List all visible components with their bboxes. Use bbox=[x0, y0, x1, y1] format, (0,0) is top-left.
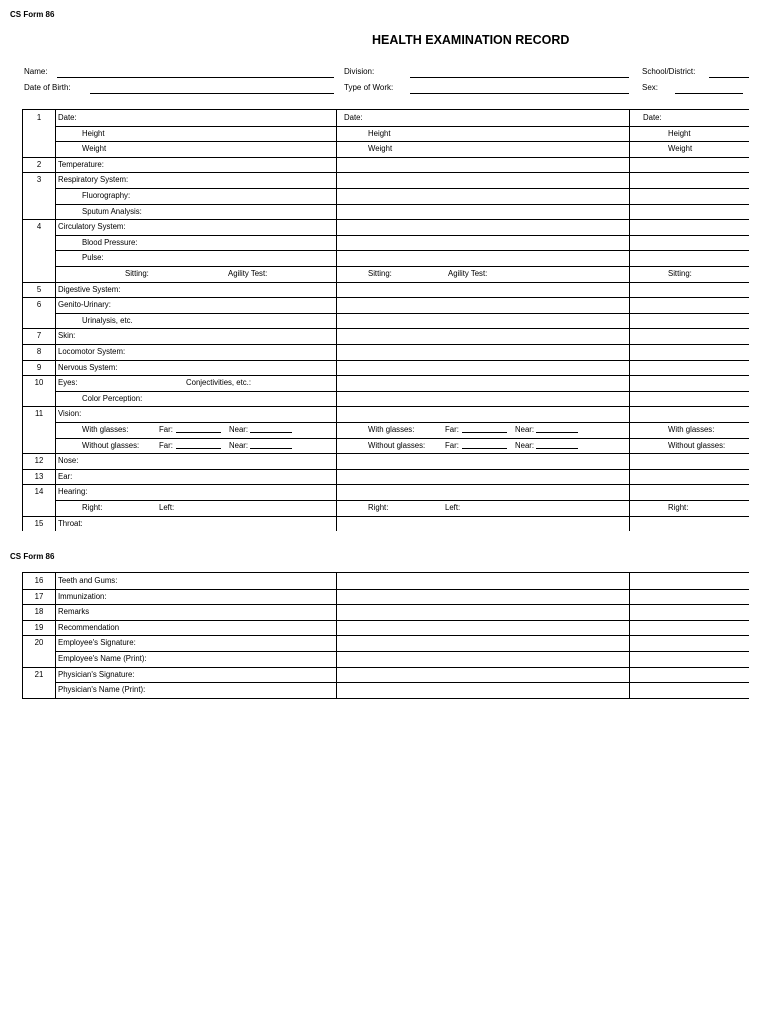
item-label: Locomotor System: bbox=[58, 347, 126, 356]
with-glasses-label: With glasses: bbox=[668, 425, 715, 434]
near-label: Near: bbox=[229, 440, 249, 450]
near-label: Near: bbox=[229, 425, 249, 434]
row-divider bbox=[55, 651, 749, 652]
item-number: 2 bbox=[36, 159, 42, 169]
row-divider bbox=[55, 500, 749, 501]
hearing-right-label: Right: bbox=[82, 503, 103, 512]
far-label: Far: bbox=[159, 440, 173, 450]
item-label: Eyes: bbox=[58, 378, 78, 388]
with-glasses-label: With glasses: bbox=[368, 425, 415, 434]
school-label: School/District: bbox=[642, 67, 696, 76]
row-divider bbox=[23, 157, 749, 158]
row-divider bbox=[23, 604, 749, 605]
item-label: Date: bbox=[58, 113, 77, 122]
without-glasses-label: Without glasses: bbox=[668, 440, 726, 450]
item-label: Genito-Urinary: bbox=[58, 300, 111, 310]
exam-table-1 bbox=[22, 109, 749, 531]
row-divider bbox=[23, 635, 749, 636]
item-number: 7 bbox=[36, 331, 42, 341]
row-divider bbox=[23, 620, 749, 621]
row-divider bbox=[55, 422, 749, 423]
item-label: Vision: bbox=[58, 409, 82, 419]
item-number: 4 bbox=[36, 222, 42, 232]
row-divider bbox=[55, 250, 749, 251]
item-number: 19 bbox=[34, 622, 44, 632]
item-label: Fluorography: bbox=[82, 191, 131, 200]
near-label: Near: bbox=[515, 440, 535, 450]
item-label: Digestive System: bbox=[58, 284, 121, 294]
item-label: Temperature: bbox=[58, 159, 104, 169]
sex-field[interactable] bbox=[675, 93, 743, 94]
dob-field[interactable] bbox=[90, 93, 334, 94]
item-number: 1 bbox=[36, 113, 42, 122]
row-divider bbox=[55, 141, 749, 142]
item-label: Nervous System: bbox=[58, 362, 118, 372]
row-divider bbox=[23, 589, 749, 590]
row-divider bbox=[55, 126, 749, 127]
type-of-work-field[interactable] bbox=[410, 93, 629, 94]
near-label: Near: bbox=[515, 425, 535, 434]
item-label: Hearing: bbox=[58, 487, 88, 497]
row-divider bbox=[55, 235, 749, 236]
row-divider bbox=[55, 682, 749, 683]
row-divider bbox=[55, 188, 749, 189]
item-number: 3 bbox=[36, 175, 42, 185]
item-label: Height bbox=[82, 128, 105, 138]
row-divider bbox=[23, 297, 749, 298]
item-label: Immunization: bbox=[58, 591, 107, 601]
item-label: Pulse: bbox=[82, 253, 104, 263]
without-glasses-label: Without glasses: bbox=[368, 440, 426, 450]
page-title: HEALTH EXAMINATION RECORD bbox=[372, 33, 570, 47]
dob-label: Date of Birth: bbox=[24, 83, 71, 92]
item-label: Teeth and Gums: bbox=[58, 576, 118, 585]
row-divider bbox=[23, 516, 749, 517]
item-number: 20 bbox=[34, 638, 44, 648]
sitting-label: Sitting: bbox=[668, 269, 692, 278]
date-label: Date: bbox=[643, 113, 662, 122]
item-label: Circulatory System: bbox=[58, 222, 126, 232]
item-number: 5 bbox=[36, 284, 42, 294]
item-number: 21 bbox=[34, 669, 44, 679]
item-label: Physician's Name (Print): bbox=[58, 685, 146, 695]
item-number: 6 bbox=[36, 300, 42, 310]
item-label: Remarks bbox=[58, 607, 90, 617]
far-field bbox=[462, 424, 507, 433]
near-field bbox=[250, 440, 292, 449]
row-divider bbox=[23, 360, 749, 361]
hearing-right-label: Right: bbox=[368, 503, 389, 512]
hearing-left-label: Left: bbox=[445, 503, 461, 512]
item-label: Employee's Signature: bbox=[58, 638, 136, 648]
far-label: Far: bbox=[159, 425, 173, 434]
far-field bbox=[176, 440, 221, 449]
item-number: 18 bbox=[34, 607, 44, 617]
item-label: Physician's Signature: bbox=[58, 669, 135, 679]
row-divider bbox=[23, 219, 749, 220]
division-label: Division: bbox=[344, 67, 375, 76]
sex-label: Sex: bbox=[642, 83, 659, 92]
date-label: Date: bbox=[344, 113, 363, 122]
exam-table-2 bbox=[22, 572, 749, 699]
row-divider bbox=[55, 313, 749, 314]
near-field bbox=[536, 440, 578, 449]
item-label: Sputum Analysis: bbox=[82, 206, 142, 216]
item-number: 11 bbox=[34, 409, 44, 419]
item-label: Urinalysis, etc. bbox=[82, 315, 133, 325]
item-number: 10 bbox=[34, 378, 44, 388]
without-glasses-label: Without glasses: bbox=[82, 440, 140, 450]
far-label: Far: bbox=[445, 425, 459, 434]
row-divider bbox=[23, 484, 749, 485]
row-divider bbox=[23, 282, 749, 283]
weight-label: Weight bbox=[668, 144, 693, 154]
height-label: Height bbox=[368, 128, 391, 138]
item-number: 17 bbox=[34, 591, 44, 601]
form-code: CS Form 86 bbox=[10, 10, 55, 19]
hearing-left-label: Left: bbox=[159, 503, 175, 512]
row-divider bbox=[23, 453, 749, 454]
row-divider bbox=[23, 469, 749, 470]
weight-label: Weight bbox=[368, 144, 393, 154]
item-extra-label: Conjectivities, etc.: bbox=[186, 378, 251, 388]
row-divider bbox=[23, 344, 749, 345]
near-field bbox=[536, 424, 578, 433]
hearing-right-label: Right: bbox=[668, 503, 689, 512]
row-divider bbox=[55, 391, 749, 392]
row-divider bbox=[55, 266, 749, 267]
sitting-label: Sitting: bbox=[125, 269, 149, 278]
row-divider bbox=[23, 172, 749, 173]
form-code-page-2: CS Form 86 bbox=[10, 552, 55, 561]
item-label: Blood Pressure: bbox=[82, 237, 138, 247]
item-label: Employee's Name (Print): bbox=[58, 654, 147, 663]
item-label: Weight bbox=[82, 144, 107, 154]
row-divider bbox=[23, 328, 749, 329]
item-label: Color Perception: bbox=[82, 393, 143, 403]
item-number: 8 bbox=[36, 347, 42, 356]
item-label: Respiratory System: bbox=[58, 175, 129, 185]
far-field bbox=[176, 424, 221, 433]
item-label: Recommendation bbox=[58, 622, 120, 632]
row-divider bbox=[23, 667, 749, 668]
name-label: Name: bbox=[24, 67, 48, 76]
row-divider bbox=[55, 438, 749, 439]
agility-test-label: Agility Test: bbox=[448, 269, 488, 278]
with-glasses-label: With glasses: bbox=[82, 425, 129, 434]
item-number: 12 bbox=[34, 456, 44, 466]
near-field bbox=[250, 424, 292, 433]
far-field bbox=[462, 440, 507, 449]
item-label: Throat: bbox=[58, 518, 83, 528]
row-divider bbox=[55, 204, 749, 205]
item-label: Skin: bbox=[58, 331, 76, 341]
row-divider bbox=[23, 375, 749, 376]
item-number: 9 bbox=[36, 362, 42, 372]
school-field[interactable] bbox=[709, 77, 749, 78]
item-label: Ear: bbox=[58, 471, 73, 481]
far-label: Far: bbox=[445, 440, 459, 450]
name-field[interactable] bbox=[57, 77, 334, 78]
agility-test-label: Agility Test: bbox=[228, 269, 268, 278]
item-number: 14 bbox=[34, 487, 44, 497]
height-label: Height bbox=[668, 128, 691, 138]
division-field[interactable] bbox=[410, 77, 629, 78]
item-number: 13 bbox=[34, 471, 44, 481]
type-of-work-label: Type of Work: bbox=[344, 83, 394, 92]
item-number: 15 bbox=[34, 518, 44, 528]
item-label: Nose: bbox=[58, 456, 79, 466]
item-number: 16 bbox=[34, 576, 44, 585]
sitting-label: Sitting: bbox=[368, 269, 392, 278]
row-divider bbox=[23, 698, 749, 699]
row-divider bbox=[23, 406, 749, 407]
